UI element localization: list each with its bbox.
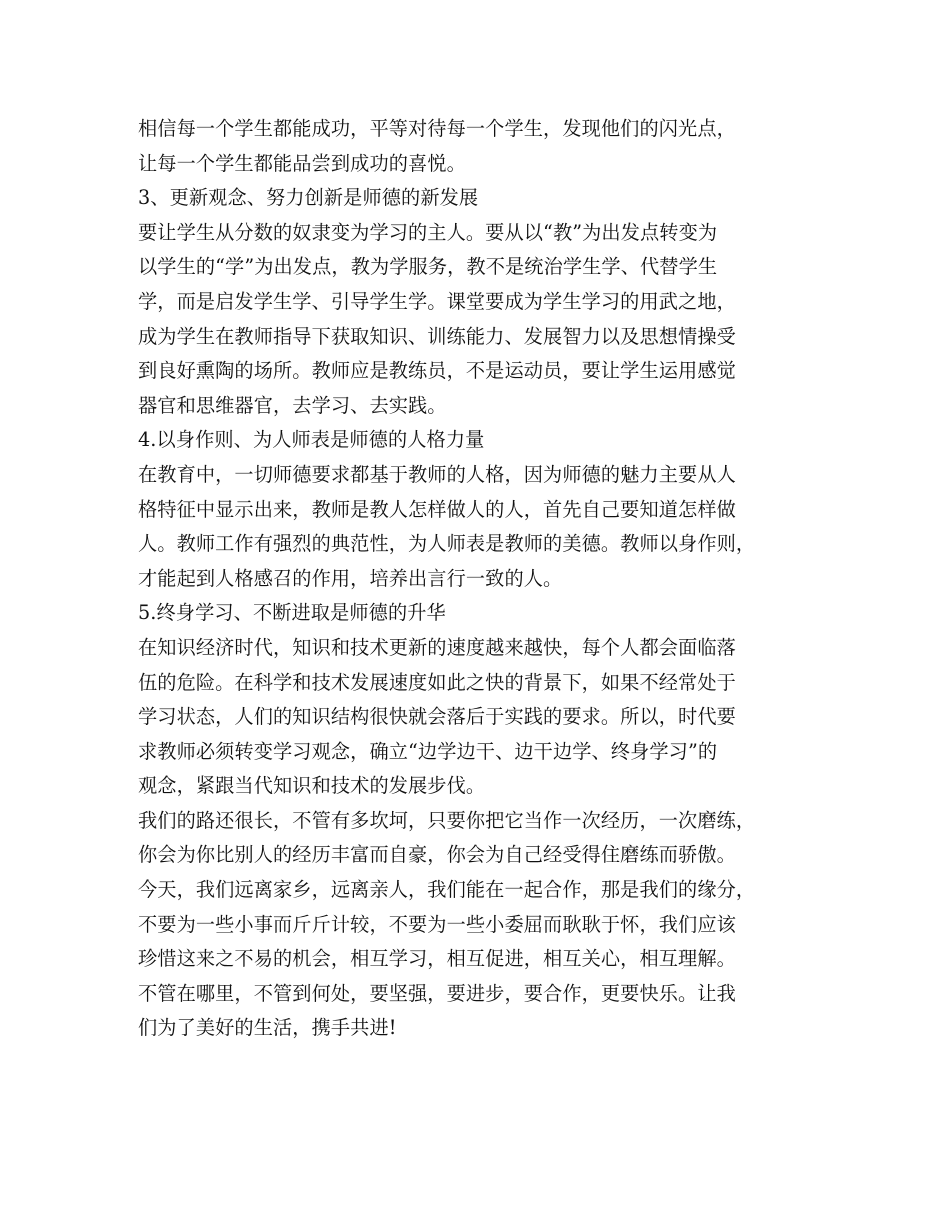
text-line: 相信每一个学生都能成功，平等对待每一个学生，发现他们的闪光点， (138, 117, 736, 140)
text-line: 们为了美好的生活，携手共进! (138, 1016, 397, 1040)
text-line: 让每一个学生都能品尝到成功的喜悦。 (138, 151, 466, 175)
text-line: 学，而是启发学生学、引导学生学。课堂要成为学生学习的用武之地， (138, 289, 736, 313)
text-line: 我们的路还很长，不管有多坎坷，只要你把它当作一次经历，一次磨练， (138, 808, 756, 832)
text-line: 求教师必须转变学习观念，确立“边学边干、边干边学、终身学习”的 (138, 739, 718, 763)
text-line: 观念，紧跟当代知识和技术的发展步伐。 (138, 774, 486, 798)
text-line: 在教育中，一切师德要求都基于教师的人格，因为师德的魅力主要从人 (138, 462, 736, 486)
section-heading: 4.以身作则、为人师表是师德的人格力量 (138, 428, 485, 452)
text-line: 不要为一些小事而斤斤计较，不要为一些小委屈而耿耿于怀，我们应该 (138, 912, 736, 936)
text-line: 在知识经济时代，知识和技术更新的速度越来越快，每个人都会面临落 (138, 635, 736, 659)
text-line: 到良好熏陶的场所。教师应是教练员，不是运动员，要让学生运用感觉 (138, 359, 736, 383)
text-line: 人。教师工作有强烈的典范性，为人师表是教师的美德。教师以身作则， (138, 532, 756, 556)
text-line: 才能起到人格感召的作用，培养出言行一致的人。 (138, 566, 563, 590)
section-heading: 5.终身学习、不断进取是师德的升华 (138, 601, 446, 625)
text-line: 今天，我们远离家乡，远离亲人，我们能在一起合作，那是我们的缘分， (138, 878, 756, 902)
text-line: 要让学生从分数的奴隶变为学习的主人。要从以“教”为出发点转变为 (138, 220, 718, 244)
text-line: 成为学生在教师指导下获取知识、训练能力、发展智力以及思想情操受 (138, 324, 736, 348)
text-line: 器官和思维器官，去学习、去实践。 (138, 393, 447, 417)
text-line: 伍的危险。在科学和技术发展速度如此之快的背景下，如果不经常处于 (138, 670, 736, 694)
text-line: 不管在哪里，不管到何处，要坚强，要进步，要合作，更要快乐。让我 (138, 981, 736, 1005)
text-line: 你会为你比别人的经历丰富而自豪，你会为自己经受得住磨练而骄傲。 (138, 843, 736, 867)
text-line: 珍惜这来之不易的机会，相互学习，相互促进，相互关心，相互理解。 (138, 947, 736, 971)
text-line: 格特征中显示出来，教师是教人怎样做人的人，首先自己要知道怎样做 (138, 497, 736, 521)
document-body (138, 112, 838, 1046)
text-line: 以学生的“学”为出发点，教为学服务，教不是统治学生学、代替学生 (138, 255, 718, 279)
text-line: 学习状态，人们的知识结构很快就会落后于实践的要求。所以，时代要 (138, 705, 736, 729)
section-heading: 3、更新观念、努力创新是师德的新发展 (138, 186, 479, 210)
